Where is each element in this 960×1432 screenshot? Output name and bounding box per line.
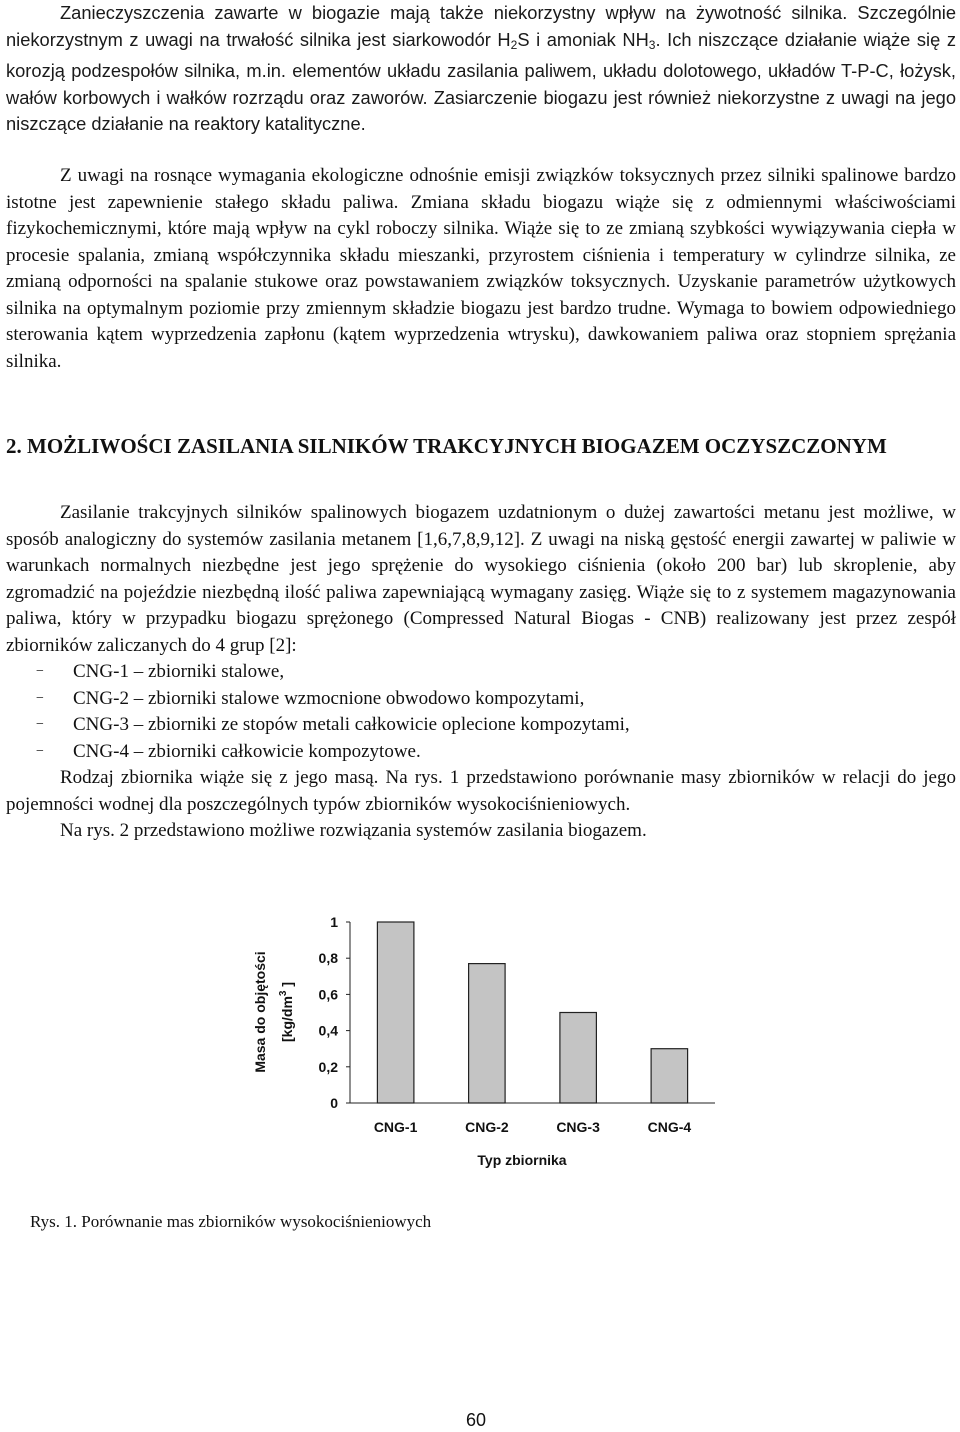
y-tick-label: 0,6 xyxy=(318,986,338,1003)
page-number: 60 xyxy=(466,1410,487,1430)
bars-group xyxy=(377,922,687,1103)
section-heading: 2. MOŻLIWOŚCI ZASILANIA SILNIKÓW TRAKCYJNYCH BIOGAZEM OCZYSZCZONYM xyxy=(6,434,887,458)
y-ticks-group xyxy=(319,914,350,1111)
paragraph-contaminants: Zanieczyszczenia zawarte w biogazie mają także niekorzystny wpływ na żywotność silnika. Szczególnie niekorzystnym z uwagi na trwałość silnika jest siarkowodór $H_2S$ i amoniak $NH_3$. Ich niszczące działanie wiąże się z korozją podzespołów silnika, m.in. elementów układu zasilania paliwem, układu dolotowego, układów T-P-C, łożysk, wałów korbowych i wałków rozrządu oraz zaworów. Zasiarczenie biogazu jest również niekorzystne z uwagi na jego niszczące działanie na reaktory katalityczne. xyxy=(6,2,956,134)
list-item: − CNG-4 – zbiorniki całkowicie kompozytowe. xyxy=(36,740,421,762)
x-axis-label: Typ zbiornika xyxy=(477,1152,567,1168)
list-item: − CNG-3 – zbiorniki ze stopów metali całkowicie oplecione kompozytami, xyxy=(36,714,630,735)
figure-caption: Rys. 1. Porównanie mas zbiorników wysokociśnieniowych xyxy=(30,1212,432,1231)
list-item: − CNG-2 – zbiorniki stalowe wzmocnione obwodowo kompozytami, xyxy=(36,687,585,709)
bar-cng-1 xyxy=(377,922,414,1103)
y-tick-label: 0 xyxy=(330,1095,338,1111)
paragraph-fig2-ref: Na rys. 2 przedstawiono możliwe rozwiązania systemów zasilania biogazem. xyxy=(60,820,647,841)
paragraph-fuel-composition: Z uwagi na rosnące wymagania ekologiczne odnośnie emisji związków toksycznych przez silniki spalinowe bardzo istotne jest zapewnienie stałego składu paliwa. Zmiana składu biogazu wiąże się z odmiennymi właściwościami fizykochemicznymi, które mają wpływ na cykl roboczy silnika. Wiąże się to ze zmianą szybkości wywiązywania ciepła w procesie spalania, zmianą współczynnika składu mieszanki, przyrostem ciśnienia i temperatury w cylindrze silnika, ze zmianą odporności na spalanie stukowe oraz powstawaniem związków toksycznych. Uzyskanie parametrów użytkowych silnika na optymalnym poziomie przy zmiennym składzie biogazu jest bardzo trudne. Wymaga to bowiem odpowiedniego sterowania kątem wyprzedzenia zapłonu (kątem wyprzedzenia wtrysku), dawkowaniem paliwa oraz stopniem sprężania silnika. xyxy=(6,165,956,372)
y-tick-label: 1 xyxy=(330,914,338,930)
bar-cng-4 xyxy=(651,1049,688,1103)
y-axis-label-line1: Masa do objętości xyxy=(252,951,268,1073)
list-item: − CNG-1 – zbiorniki stalowe, xyxy=(36,661,285,682)
y-tick-label: 0,2 xyxy=(318,1058,338,1075)
bar-cng-2 xyxy=(469,964,506,1103)
x-tick-label: CNG-1 xyxy=(373,1119,418,1135)
bar-cng-3 xyxy=(560,1013,597,1104)
x-tick-label: CNG-2 xyxy=(465,1119,509,1135)
y-tick-label: 0,4 xyxy=(318,1022,338,1039)
paragraph-tank-mass: Rodzaj zbiornika wiąże się z jego masą. Na rys. 1 przedstawiono porównanie masy zbiorników w relacji do jego pojemności wodnej dla poszczególnych typów zbiorników wysokociśnieniowych. xyxy=(6,767,956,815)
paragraph-cng-intro: Zasilanie trakcyjnych silników spalinowych biogazem uzdatnionym o dużej zawartości metanu jest możliwe, w sposób analogiczny do systemów zasilania metanem [1,6,7,8,9,12]. Z uwagi na niską gęstość energii zawartej w paliwie w warunkach normalnych niezbędne jest jego sprężenie do wysokiego ciśnienia (około 200 bar) lub skroplenie, aby zgromadzić na pojeździe niezbędną ilość paliwa zapewniającą wymagany zasięg. Wiąże się to z systemem magazynowania paliwa, który w przypadku biogazu sprężonego (Compressed Natural Biogas - CNB) realizowany jest przez zespół zbiorników zaliczanych do 4 grup [2]: xyxy=(6,502,956,656)
y-tick-label: 0,8 xyxy=(318,950,338,967)
x-ticks-group xyxy=(374,1119,692,1135)
bar-chart xyxy=(0,900,960,1190)
y-axis-label-line2: [$kg/dm^3$ ] xyxy=(278,981,295,1043)
x-tick-label: CNG-3 xyxy=(556,1119,600,1135)
section-body xyxy=(6,500,956,845)
x-tick-label: CNG-4 xyxy=(647,1119,692,1135)
